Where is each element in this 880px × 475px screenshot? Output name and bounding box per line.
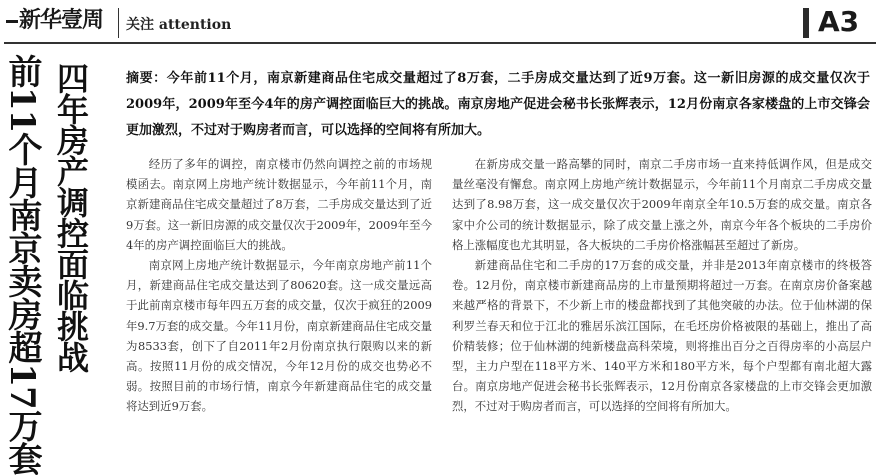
paragraph: 新建商品住宅和二手房的17万套的成交量，并非是2013年南京楼市的终极答卷。12月份，南京楼市新建商品房的上市量预期将超过一万套。在南京房价备案越来越严格的背景下，不少新上市的楼盘都找到了其他突破的办法。位于仙林湖的保利罗兰春天和位于江北的雅居乐滨江国际，在毛坯房价格被限的基础上，推出了高价精装修；位于仙林湖的纯新楼盘高科荣境，则将推出百分之百得房率的小高层户型，主力户型在118平方米、140平方米和180平方米，每个户型都有南北超大露台。南京房地产促进会秘书长张辉表示，12月份南京各家楼盘的上市交锋会更加激烈，不过对于购房者而言，可以选择的空间将有所加大。: [452, 258, 872, 414]
page-number-bar: [803, 8, 809, 38]
header-rule: [4, 42, 876, 44]
paragraph: 经历了多年的调控，南京楼市仍然向调控之前的市场规模函去。南京网上房地产统计数据显示，今年前11个月，南京新建商品住宅成交量超过了8万套，二手房成交量达到了近9万套。这一新旧房源的成交量仅次于2009年，2009年至今4年的房产调控面临巨大的挑战。: [126, 157, 432, 252]
masthead-dash-icon: [6, 20, 18, 23]
body-column-left: [126, 154, 432, 417]
article-abstract: 摘要：今年前11个月，南京新建商品住宅成交量超过了8万套，二手房成交量达到了近9万套。这一新旧房源的成交量仅次于2009年，2009年至今4年的房产调控面临巨大的挑战。南京房地产促进会秘书长张辉表示，12月份南京各家楼盘的上市交锋会更加激烈，不过对于购房者而言，可以选择的空间将有所加大。: [126, 71, 870, 138]
headline-sub: 四年房产调控面临挑战: [52, 62, 90, 372]
header-divider: [118, 8, 119, 38]
section-title: 关注 attention: [126, 17, 232, 33]
headline-main: 前11个月南京卖房超17万套: [2, 54, 42, 475]
paragraph: 在新房成交量一路高攀的同时，南京二手房市场一直来持低调作风，但是成交量丝毫没有懈怠。南京网上房地产统计数据显示，今年前11个月南京二手房成交量达到了8.98万套，这一成交量仅次于2009年南京全年10.5万套的成交量。南京各家中介公司的统计数据显示，除了成交量上涨之外，南京今年各个板块的二手房价格上涨幅度也尤其明显，各大板块的二手房价格涨幅甚至超过了新房。: [452, 157, 872, 252]
page-number: A3: [818, 5, 860, 38]
masthead-text: 新华壹周: [19, 8, 104, 33]
masthead-logo: [6, 6, 112, 36]
body-column-right: [452, 154, 872, 417]
paragraph: 南京网上房地产统计数据显示，今年南京房地产前11个月，新建商品住宅成交量达到了80620套。这一成交量远高于此前南京楼市每年四五万套的成交量，仅次于疯狂的2009年9.7万套的成交量。今年11月份，南京新建商品住宅成交量为8533套，创下了自2011年2月份南京执行限购以来的新高。按照11月份的成交情况，今年12月份的成交也势必不弱。按照目前的市场行情，南京今年新建商品住宅的成交量将达到近9万套。: [126, 258, 432, 414]
